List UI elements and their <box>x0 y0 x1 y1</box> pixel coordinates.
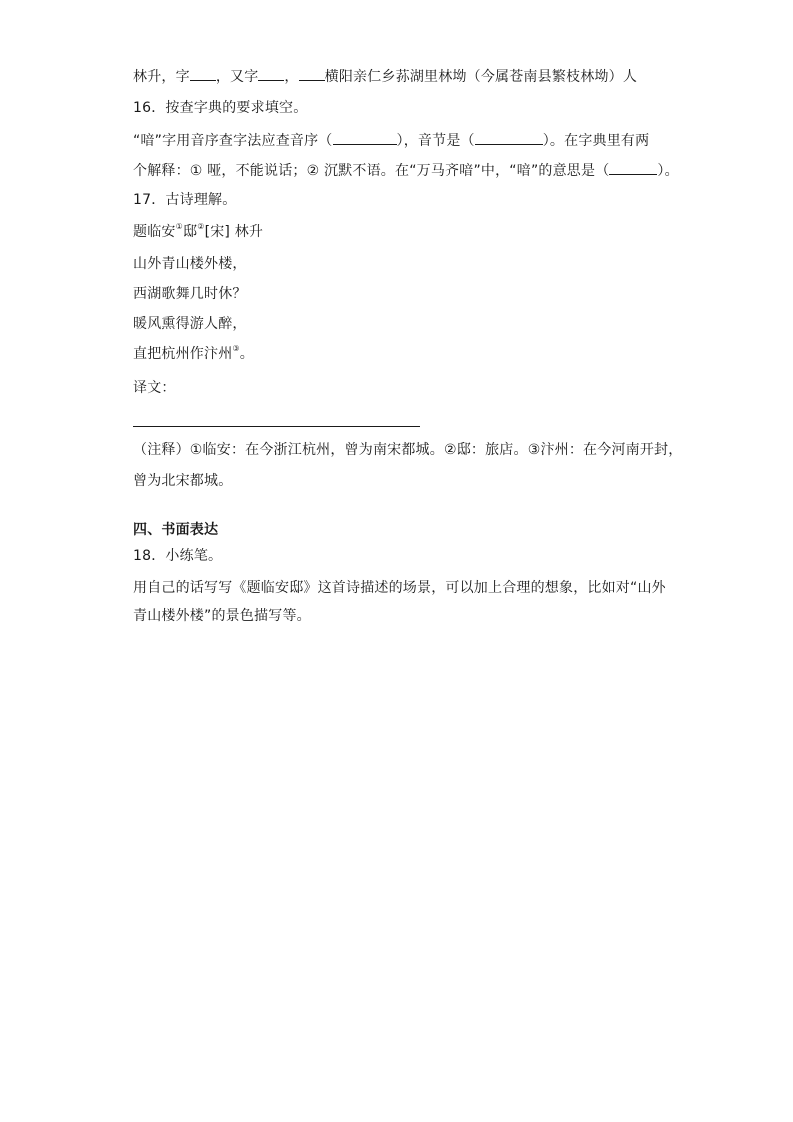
q16-line-2 <box>133 160 679 180</box>
q18-line-1: 用自己的话写写《题临安邸》这首诗描述的场景，可以加上合理的想象，比如对“山外 <box>133 580 666 596</box>
section-4-title: 四、书面表达 <box>133 522 219 538</box>
q16-line1-text-c: ）。在字典里有两 <box>542 133 650 149</box>
q15-tail-line <box>133 66 637 86</box>
q15-text-1: 林升，字 <box>133 69 190 85</box>
q15-blank-zi[interactable] <box>190 66 216 81</box>
q16-line1-text-a: “喑”字用音序查字法应查音序（ <box>133 133 333 149</box>
q17-title: 17．古诗理解。 <box>133 192 237 208</box>
q16-line2-text-a: 个解释：① 哑，不能说话；② 沉默不语。在“万马齐喑”中，“喑”的意思是（ <box>133 163 610 179</box>
translation-label: 译文： <box>133 380 176 396</box>
poem-verse-2: 西湖歌舞几时休？ <box>133 286 247 302</box>
poem-title-text-b: 邸 <box>182 224 198 240</box>
q16-blank-yinjie[interactable] <box>475 130 543 145</box>
q18-line-2: 青山楼外楼”的景色描写等。 <box>133 608 311 624</box>
q16-line2-text-b: ）。 <box>657 163 679 179</box>
poem-author: [宋] 林升 <box>204 224 264 240</box>
q15-blank-prefix[interactable] <box>299 66 325 81</box>
notes-line-1: （注释）①临安：在今浙江杭州，曾为南宋都城。②邸：旅店。③汴州：在今河南开封， <box>133 442 683 458</box>
note-marker-1: ① <box>175 222 183 231</box>
q16-line-1 <box>133 130 649 150</box>
translation-answer-line[interactable] <box>133 426 420 427</box>
poem-verse-4 <box>133 344 254 364</box>
q15-blank-youzi[interactable] <box>258 66 284 81</box>
poem-title-text-a: 题临安 <box>133 224 176 240</box>
poem-verse-3: 暖风熏得游人醉， <box>133 316 247 332</box>
notes-line-2: 曾为北宋都城。 <box>133 473 233 489</box>
poem-verse-4-end: 。 <box>239 346 254 362</box>
q15-text-3: ， <box>284 69 299 85</box>
q15-text-4: 横阳亲仁乡荪湖里林坳（今属苍南县繁枝林坳）人 <box>324 69 638 85</box>
q16-line1-text-b: ），音节是（ <box>396 133 475 149</box>
q16-blank-meaning[interactable] <box>609 160 657 175</box>
note-marker-3: ③ <box>232 344 240 353</box>
poem-verse-1: 山外青山楼外楼， <box>133 256 247 272</box>
q18-title: 18．小练笔。 <box>133 548 223 564</box>
poem-title <box>133 222 263 242</box>
note-marker-2: ② <box>197 222 205 231</box>
q15-text-2: ，又字 <box>215 69 259 85</box>
poem-verse-4-text: 直把杭州作汴州 <box>133 346 233 362</box>
q16-title: 16．按查字典的要求填空。 <box>133 100 308 116</box>
q16-blank-yinxu[interactable] <box>333 130 397 145</box>
